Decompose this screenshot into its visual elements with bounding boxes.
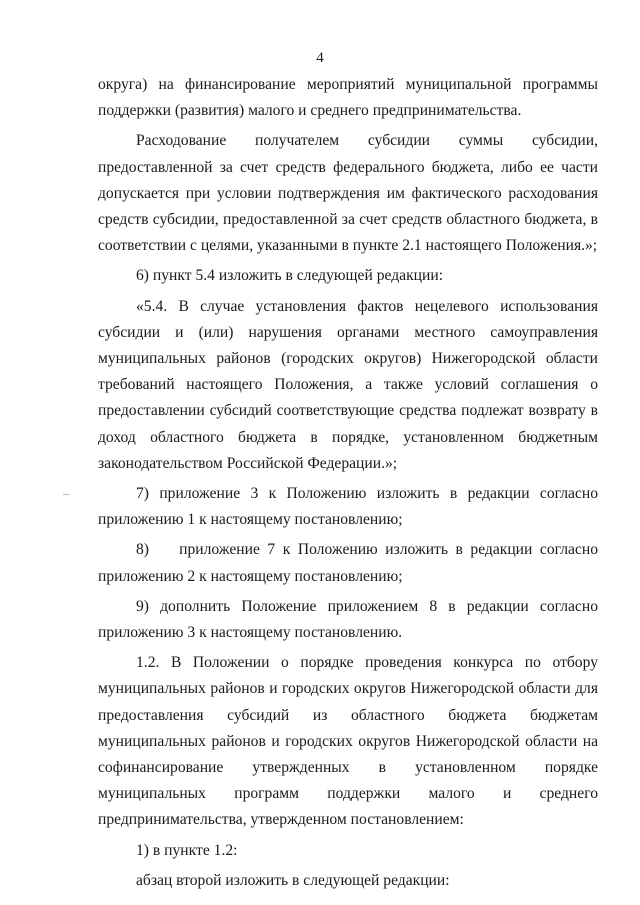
paragraph-item-6: 6) пункт 5.4 изложить в следующей редакции: (136, 267, 444, 285)
paragraph-section-1-2: 1.2. В Положении о порядке проведения конкурса по отбору муниципальных районов и городских округов Нижегородской области для предоставления субсидий из областного бюджета бюджетам муниципальных районов и городских округов Нижегородской области на софинансирование утвержденных в установленном порядке муниципальных программ поддержки малого и среднего предпринимательства, утвержденном постановлением: (98, 654, 598, 829)
paragraph-continuation: округа) на финансирование мероприятий муниципальной программы поддержки (развития) малого и среднего предпринимательства. (98, 76, 598, 120)
paragraph-subsidy-expense: Расходование получателем субсидии суммы субсидии, предоставленной за счет средств федерального бюджета, либо ее части допускается при условии подтверждения им фактического расходования средств субсидии, предоставленной за счет средств областного бюджета, в соответствии с целями, указанными в пункте 2.1 настоящего Положения.»; (98, 132, 598, 255)
margin-mark (63, 494, 70, 495)
paragraph-clause-5-4: «5.4. В случае установления фактов нецелевого использования субсидии и (или) нарушения органами местного самоуправления муниципальных районов (городских округов) Нижегородской области требований настоящего Положения, а также условий соглашения о предоставлении субсидий соответствующие средства подлежат возврату в доход областного бюджета в порядке, установленном бюджетным законодательством Российской Федерации.»; (98, 297, 598, 472)
paragraph-abzac: абзац второй изложить в следующей редакции: (136, 871, 450, 889)
paragraph-item-7: 7) приложение 3 к Положению изложить в редакции согласно приложению 1 к настоящему постановлению; (98, 485, 598, 529)
page-number: 4 (316, 50, 324, 66)
paragraph-item-9: 9) дополнить Положение приложением 8 в редакции согласно приложению 3 к настоящему постановлению. (98, 597, 598, 642)
paragraph-item-8: 8) приложение 7 к Положению изложить в редакции согласно приложению 2 к настоящему постановлению; (98, 541, 602, 585)
paragraph-item-1: 1) в пункте 1.2: (136, 841, 238, 859)
document-body (98, 72, 602, 894)
